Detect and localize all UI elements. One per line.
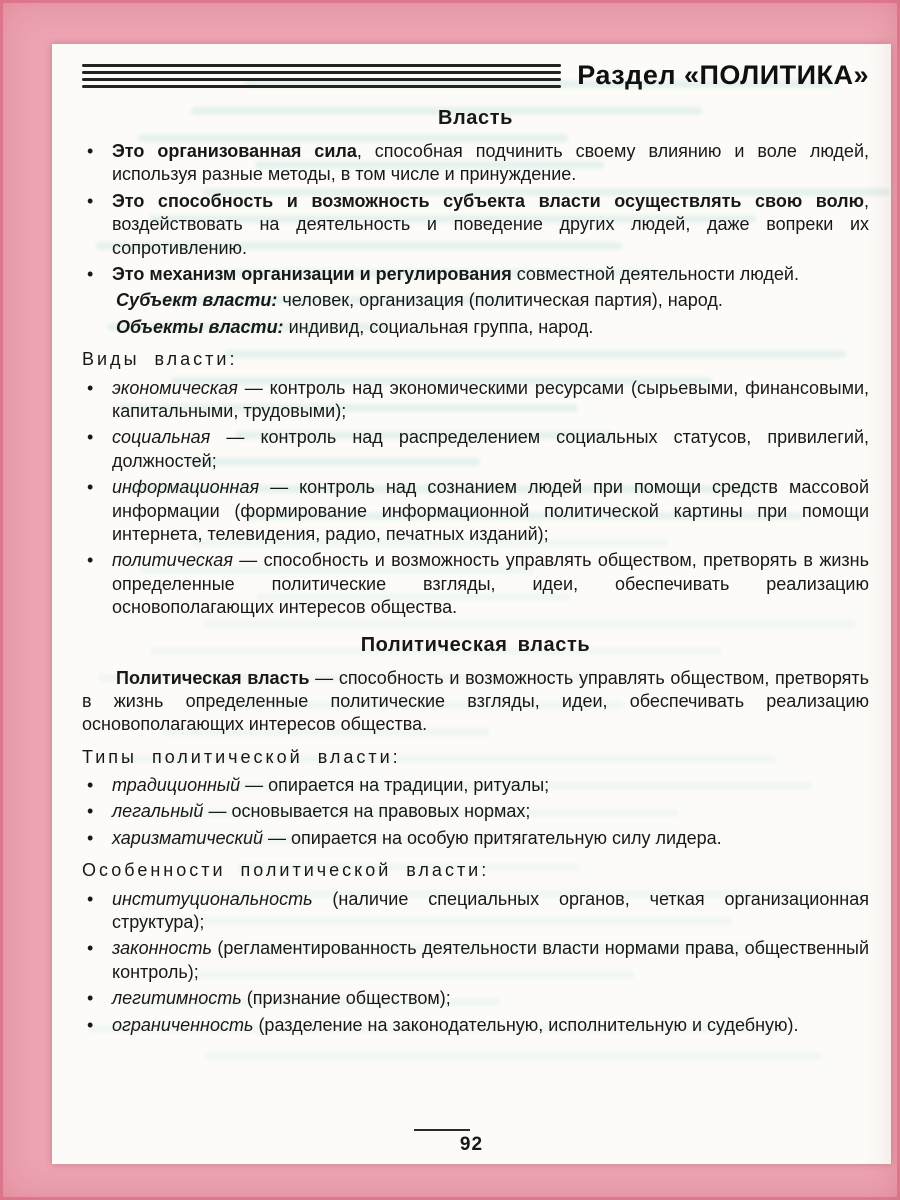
text-run: Объекты власти: bbox=[116, 316, 284, 337]
text-run: (регламентированность деятельности власти нормами права, общественный контроль); bbox=[112, 938, 869, 982]
bullet-text bbox=[112, 1014, 869, 1037]
text-run: — опирается на традиции, ритуалы; bbox=[240, 775, 550, 796]
bullet-icon: • bbox=[87, 427, 94, 448]
bullet-text bbox=[112, 987, 869, 1010]
bullet-item bbox=[82, 426, 869, 473]
bullet-text bbox=[112, 549, 869, 619]
bullet-icon: • bbox=[87, 477, 94, 498]
book-page bbox=[52, 44, 891, 1164]
bullet-icon: • bbox=[87, 190, 94, 211]
spaced-subheading: Виды власти: bbox=[82, 349, 238, 370]
text-run: легальный bbox=[112, 801, 204, 822]
bullet-icon: • bbox=[87, 141, 94, 162]
text-run: политическая bbox=[112, 550, 233, 571]
bullet-item bbox=[82, 1014, 869, 1037]
section-heading: Власть bbox=[437, 107, 514, 130]
spaced-subheading: Типы политической власти: bbox=[82, 746, 401, 767]
bullet-icon: • bbox=[87, 801, 94, 822]
text-run: легитимность bbox=[112, 988, 242, 1009]
bullet-text bbox=[112, 800, 869, 823]
spaced-subheading: Особенности политической власти: bbox=[82, 860, 490, 881]
text-run: законность bbox=[112, 938, 212, 959]
bullet-icon: • bbox=[87, 827, 94, 848]
bullet-item bbox=[82, 263, 869, 286]
bullet-item bbox=[82, 190, 869, 260]
text-run: (наличие специальных органов, четкая организационная структура); bbox=[112, 888, 869, 933]
bullet-item bbox=[82, 800, 869, 823]
bullet-icon: • bbox=[87, 775, 94, 796]
bullet-text bbox=[112, 476, 869, 546]
page-footer bbox=[52, 1129, 891, 1156]
bullet-text bbox=[112, 426, 869, 473]
content-blocks bbox=[82, 105, 869, 1037]
text-run: Политическая власть bbox=[116, 667, 310, 688]
section-heading: Политическая власть bbox=[360, 633, 591, 656]
text-run: — контроль над экономическими ресурсами (сырьевыми, финансовыми, капитальными, трудовыми); bbox=[112, 377, 869, 421]
text-run: экономическая bbox=[112, 377, 238, 398]
bullet-icon: • bbox=[87, 377, 94, 398]
bullet-text bbox=[112, 827, 869, 850]
text-run: (признание обществом); bbox=[241, 988, 451, 1009]
bullet-item bbox=[82, 987, 869, 1010]
text-run: — способность и возможность управлять обществом, претворять в жизнь определенные политические взгляды, идеи, обеспечивать реализацию основополагающих интересов общества. bbox=[82, 667, 869, 735]
bullet-icon: • bbox=[87, 988, 94, 1009]
bullet-item bbox=[82, 827, 869, 850]
bullet-text bbox=[112, 140, 869, 187]
section-title: Раздел «ПОЛИТИКА» bbox=[577, 60, 869, 90]
text-run: харизматический bbox=[112, 827, 263, 848]
text-run: — контроль над распределением социальных статусов, привилегий, должностей; bbox=[112, 427, 869, 471]
text-run: совместной деятельности людей. bbox=[511, 264, 799, 285]
bullet-item bbox=[82, 549, 869, 619]
bullet-icon: • bbox=[87, 550, 94, 571]
text-run: (разделение на законодательную, исполнительную и судебную). bbox=[253, 1014, 799, 1035]
bullet-item bbox=[82, 888, 869, 935]
text-run: информационная bbox=[112, 477, 260, 498]
text-run: институциональность bbox=[112, 888, 313, 909]
bullet-icon: • bbox=[87, 888, 94, 909]
bullet-item bbox=[82, 377, 869, 424]
text-run: социальная bbox=[112, 427, 211, 448]
text-run: индивид, социальная группа, народ. bbox=[283, 316, 594, 337]
bullet-item bbox=[82, 140, 869, 187]
bullet-item bbox=[82, 937, 869, 984]
bullet-text bbox=[112, 937, 869, 984]
bullet-text bbox=[112, 263, 869, 286]
bullet-item bbox=[82, 476, 869, 546]
bullet-text bbox=[112, 774, 869, 797]
text-run: Это способность и возможность субъекта власти осуществлять свою волю bbox=[112, 190, 864, 211]
bullet-text bbox=[112, 888, 869, 935]
page-number: 92 bbox=[459, 1134, 484, 1155]
bullet-item bbox=[82, 774, 869, 797]
bullet-icon: • bbox=[87, 1014, 94, 1035]
bullet-text bbox=[112, 377, 869, 424]
text-run: Это механизм организации и регулирования bbox=[112, 264, 512, 285]
text-run: , способная подчинить своему влиянию и воле людей, используя разные методы, в том числе и принуждение. bbox=[112, 141, 869, 185]
bullet-icon: • bbox=[87, 938, 94, 959]
text-run: — основывается на правовых нормах; bbox=[203, 801, 531, 822]
text-run: Субъект власти: bbox=[116, 290, 278, 311]
paragraph bbox=[82, 316, 869, 339]
text-run: традиционный bbox=[112, 775, 241, 796]
paragraph bbox=[82, 289, 869, 312]
paragraph bbox=[82, 667, 869, 737]
page-content bbox=[82, 58, 869, 1037]
bullet-text bbox=[112, 190, 869, 260]
text-run: — способность и возможность управлять обществом, претворять в жизнь определенные политические взгляды, идеи, обеспечивать реализацию основополагающих интересов общества. bbox=[112, 550, 869, 618]
footer-rule bbox=[414, 1129, 470, 1131]
bullet-icon: • bbox=[87, 264, 94, 285]
text-run: — опирается на особую притягательную силу лидера. bbox=[263, 827, 722, 848]
header-rules-decoration bbox=[82, 64, 561, 88]
text-run: человек, организация (политическая партия), народ. bbox=[277, 290, 723, 311]
text-run: ограниченность bbox=[112, 1014, 254, 1035]
text-run: , воздействовать на деятельность и поведение других людей, даже вопреки их сопротивлению. bbox=[112, 190, 869, 258]
text-run: — контроль над сознанием людей при помощи средств массовой информации (формирование информационной политической картины при помощи интернета, телевидения, радио, печатных изданий); bbox=[112, 477, 869, 544]
page-header bbox=[82, 58, 869, 93]
text-run: Это организованная сила bbox=[112, 141, 357, 162]
